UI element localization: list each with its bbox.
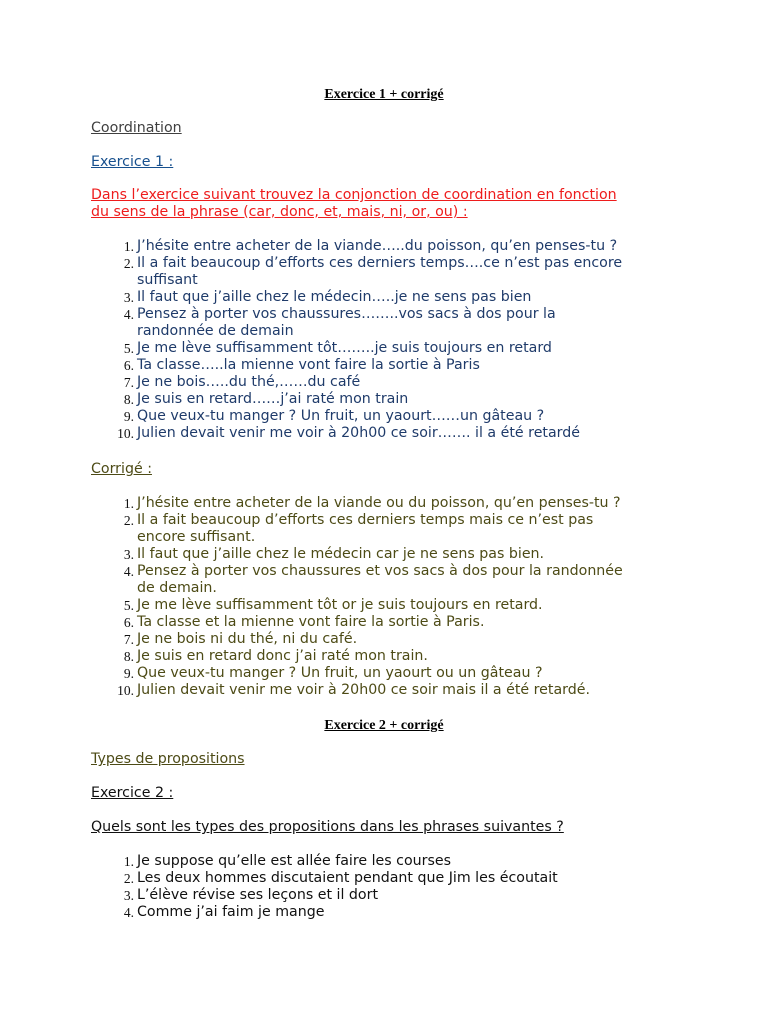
list-item-number: 5. [123, 341, 134, 356]
list-item-line: Julien devait venir me voir à 20h00 ce soir……. il a été retardé [137, 425, 580, 441]
list-item-text [137, 665, 677, 682]
list-item-number: 7. [123, 375, 134, 390]
list-item [0, 238, 768, 255]
list-item-text [137, 887, 677, 904]
list-item [0, 357, 768, 374]
list-item-number: 2. [123, 871, 134, 886]
list-item-line: Ta classe et la mienne vont faire la sortie à Paris. [137, 614, 485, 630]
list-item-number: 5. [123, 598, 134, 613]
list-item-line: Que veux-tu manger ? Un fruit, un yaourt……un gâteau ? [137, 408, 545, 424]
list-item-line: encore suffisant. [137, 529, 256, 545]
exercise-1-list [0, 238, 768, 442]
list-item [0, 648, 768, 665]
list-item [0, 255, 768, 289]
list-item [0, 887, 768, 904]
list-item-text [137, 614, 677, 631]
list-item-text [137, 357, 677, 374]
list-item-line: Il a fait beaucoup d’efforts ces derniers temps….ce n’est pas encore [137, 255, 623, 271]
list-item-number: 2. [123, 513, 134, 528]
list-item [0, 853, 768, 870]
list-item [0, 391, 768, 408]
list-item-text [137, 563, 677, 597]
list-item [0, 870, 768, 887]
exercise-1-label: Exercice 1 : [91, 154, 174, 170]
list-item [0, 682, 768, 699]
list-item [0, 512, 768, 546]
list-item-text [137, 425, 677, 442]
list-item-number: 1. [123, 239, 134, 254]
list-item-line: de demain. [137, 580, 217, 596]
list-item-text [137, 631, 677, 648]
list-item-line: Que veux-tu manger ? Un fruit, un yaourt ou un gâteau ? [137, 665, 543, 681]
list-item [0, 904, 768, 921]
exercise-1-instruction-line-1: Dans l’exercice suivant trouvez la conjonction de coordination en fonction [91, 187, 617, 203]
list-item-text [137, 546, 677, 563]
list-item-number: 8. [123, 392, 134, 407]
list-item [0, 306, 768, 340]
list-item-line: Je suppose qu’elle est allée faire les courses [137, 853, 452, 869]
list-item-text [137, 408, 677, 425]
list-item-line: randonnée de demain [137, 323, 294, 339]
list-item-line: Il faut que j’aille chez le médecin car je ne sens pas bien. [137, 546, 545, 562]
list-item-number: 3. [123, 547, 134, 562]
list-item-number: 4. [123, 905, 134, 920]
list-item-number: 3. [123, 888, 134, 903]
list-item-number: 2. [123, 256, 134, 271]
list-item-text [137, 374, 677, 391]
list-item [0, 289, 768, 306]
list-item-text [137, 289, 677, 306]
list-item [0, 374, 768, 391]
list-item [0, 563, 768, 597]
list-item-text [137, 495, 677, 512]
corrige-label: Corrigé : [91, 461, 152, 477]
list-item-text [137, 870, 677, 887]
list-item-number: 10. [117, 426, 134, 441]
exercise-1-title: Exercice 1 + corrigé [324, 87, 444, 102]
list-item [0, 631, 768, 648]
list-item-text [137, 306, 677, 340]
list-item-line: Je ne bois…..du thé,……du café [137, 374, 361, 390]
list-item-number: 1. [123, 496, 134, 511]
list-item [0, 597, 768, 614]
exercise-2-label: Exercice 2 : [91, 785, 174, 801]
list-item [0, 665, 768, 682]
list-item-number: 4. [123, 564, 134, 579]
list-item-line: Je ne bois ni du thé, ni du café. [137, 631, 358, 647]
list-item-line: Il a fait beaucoup d’efforts ces derniers temps mais ce n’est pas [137, 512, 594, 528]
list-item-text [137, 682, 677, 699]
exercise-2-instruction: Quels sont les types des propositions dans les phrases suivantes ? [91, 819, 564, 835]
coordination-heading: Coordination [91, 120, 182, 136]
list-item-text [137, 853, 677, 870]
list-item-line: Pensez à porter vos chaussures……..vos sacs à dos pour la [137, 306, 556, 322]
list-item-line: Ta classe…..la mienne vont faire la sortie à Paris [137, 357, 480, 373]
list-item-number: 8. [123, 649, 134, 664]
list-item [0, 495, 768, 512]
list-item-line: Je me lève suffisamment tôt……..je suis toujours en retard [137, 340, 552, 356]
list-item-number: 1. [123, 854, 134, 869]
corrige-list [0, 495, 768, 699]
list-item-line: suffisant [137, 272, 198, 288]
list-item-line: Je me lève suffisamment tôt or je suis toujours en retard. [137, 597, 543, 613]
list-item-text [137, 597, 677, 614]
exercise-2-list [0, 853, 768, 921]
list-item-line: L’élève révise ses leçons et il dort [137, 887, 379, 903]
list-item [0, 425, 768, 442]
list-item-text [137, 391, 677, 408]
list-item-number: 10. [117, 683, 134, 698]
list-item-text [137, 512, 677, 546]
list-item-line: Je suis en retard donc j’ai raté mon train. [137, 648, 428, 664]
list-item-line: J’hésite entre acheter de la viande…..du poisson, qu’en penses-tu ? [137, 238, 618, 254]
list-item [0, 614, 768, 631]
list-item-line: Pensez à porter vos chaussures et vos sacs à dos pour la randonnée [137, 563, 623, 579]
list-item-number: 9. [123, 409, 134, 424]
list-item-number: 4. [123, 307, 134, 322]
list-item-text [137, 238, 677, 255]
list-item-text [137, 648, 677, 665]
list-item-text [137, 340, 677, 357]
list-item [0, 340, 768, 357]
types-heading: Types de propositions [91, 751, 245, 767]
list-item-line: Comme j’ai faim je mange [137, 904, 325, 920]
list-item-number: 7. [123, 632, 134, 647]
list-item-number: 3. [123, 290, 134, 305]
exercise-2-title: Exercice 2 + corrigé [324, 718, 444, 733]
list-item-line: Je suis en retard……j’ai raté mon train [137, 391, 409, 407]
list-item [0, 408, 768, 425]
list-item-number: 9. [123, 666, 134, 681]
list-item-number: 6. [123, 615, 134, 630]
list-item [0, 546, 768, 563]
exercise-1-instruction-line-2: du sens de la phrase (car, donc, et, mais, ni, or, ou) : [91, 204, 468, 220]
list-item-line: Il faut que j’aille chez le médecin…..je ne sens pas bien [137, 289, 532, 305]
list-item-text [137, 255, 677, 289]
list-item-line: J’hésite entre acheter de la viande ou du poisson, qu’en penses-tu ? [137, 495, 621, 511]
list-item-line: Julien devait venir me voir à 20h00 ce soir mais il a été retardé. [137, 682, 590, 698]
list-item-number: 6. [123, 358, 134, 373]
list-item-text [137, 904, 677, 921]
list-item-line: Les deux hommes discutaient pendant que Jim les écoutait [137, 870, 558, 886]
